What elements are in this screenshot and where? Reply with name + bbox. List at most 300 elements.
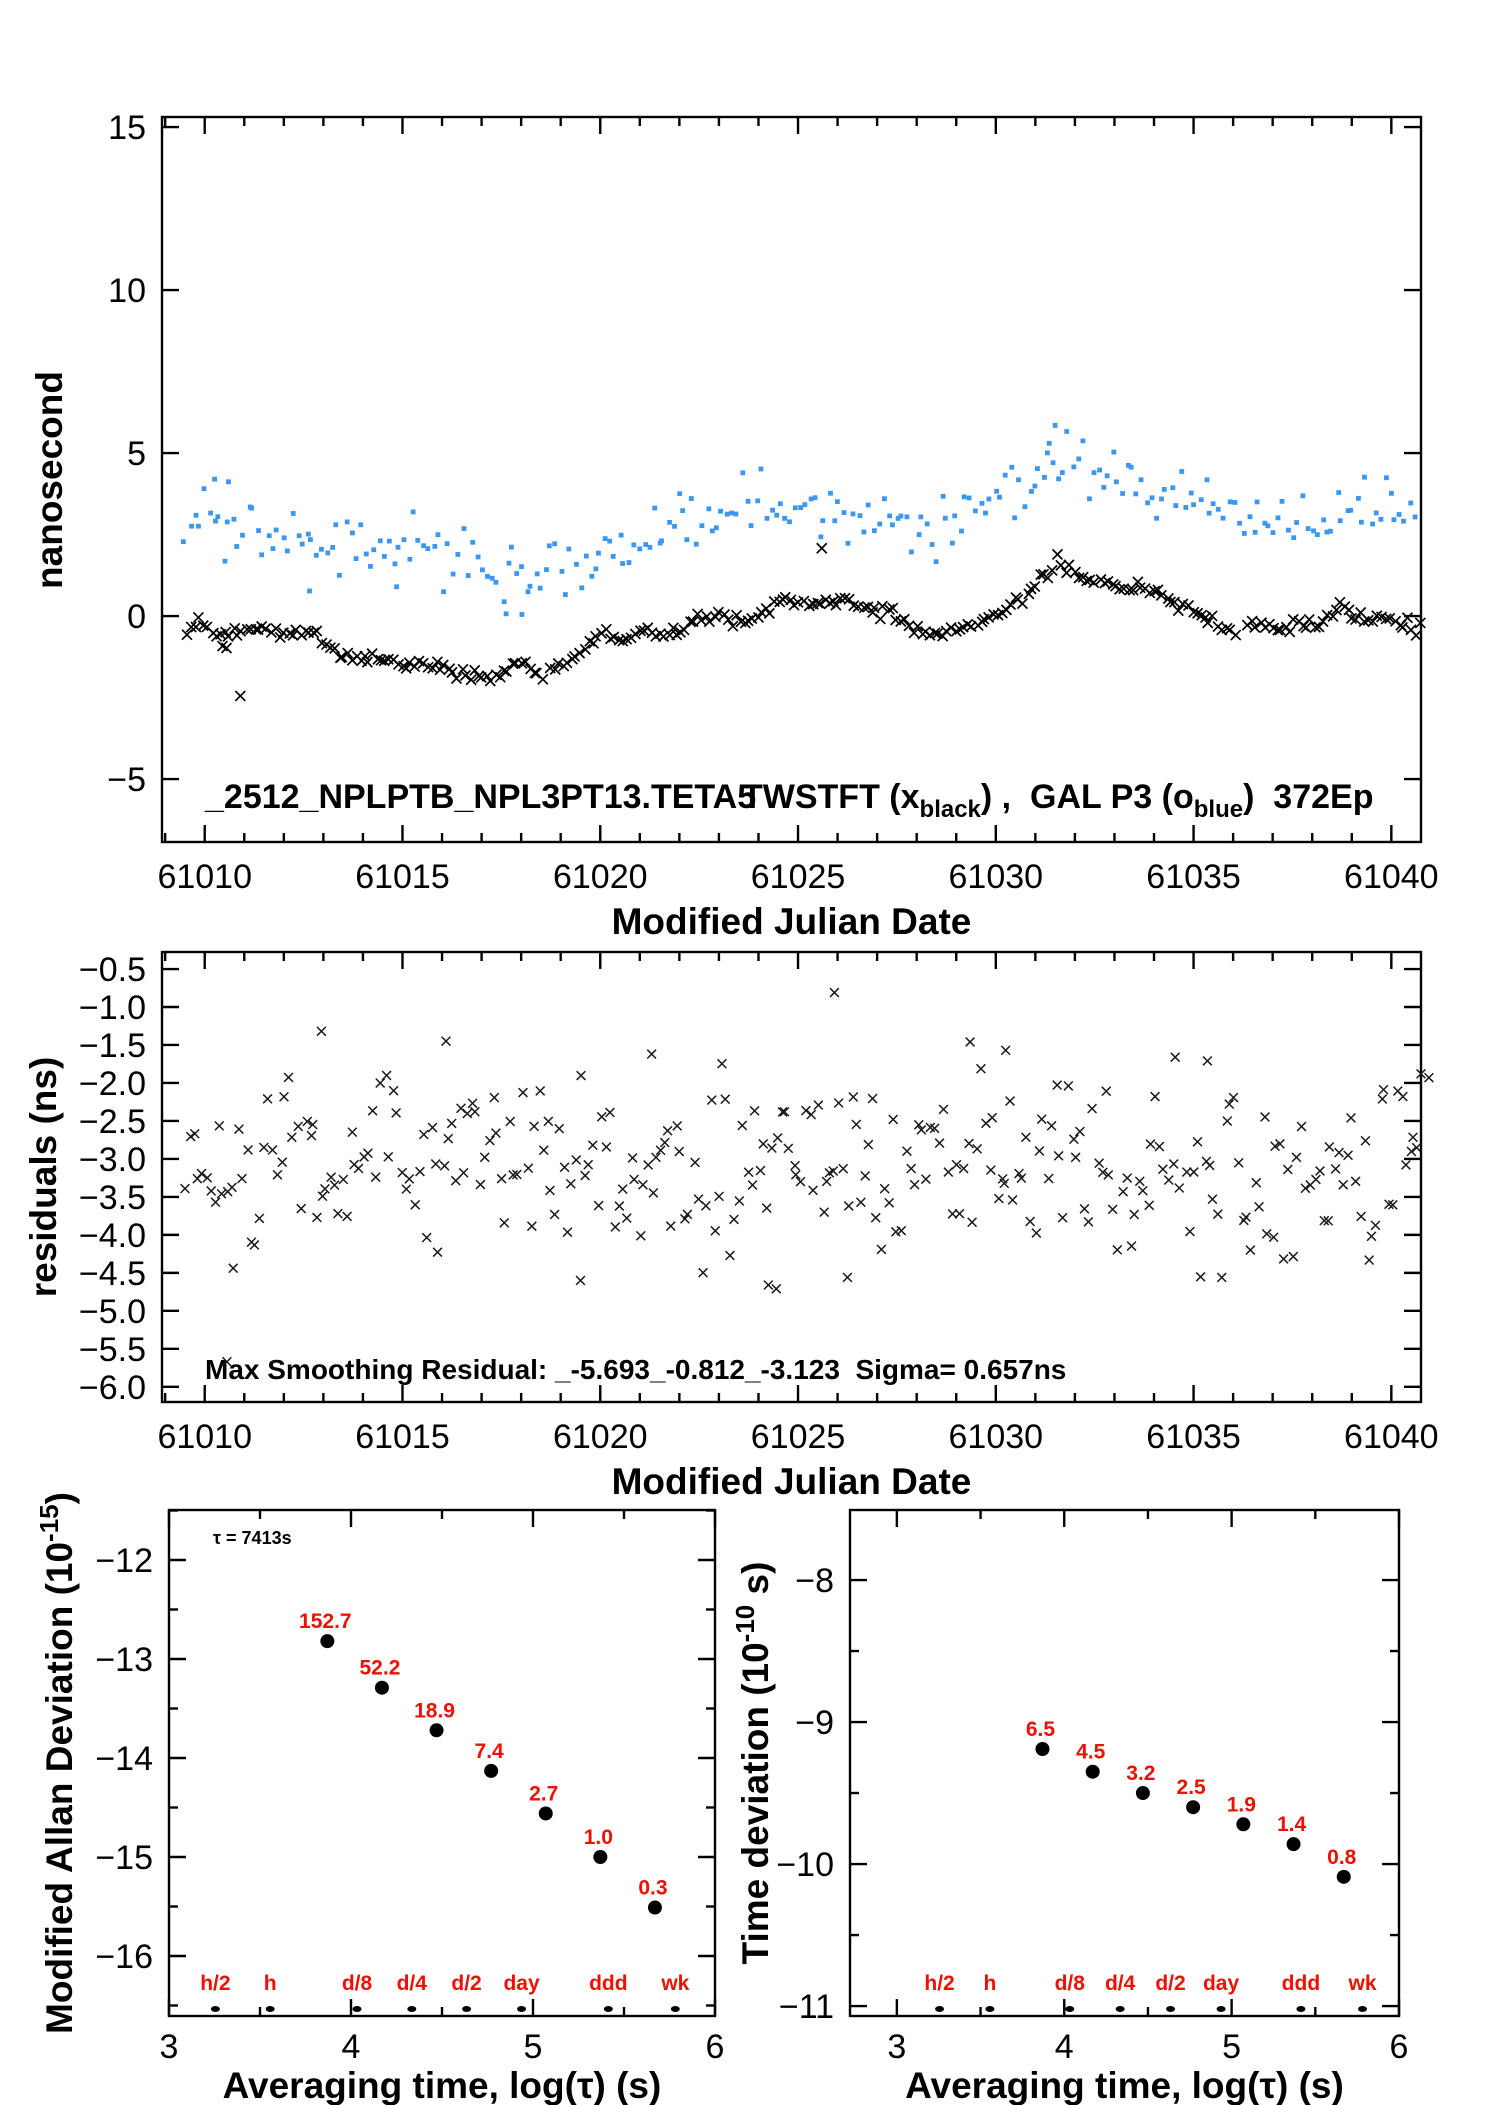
point-dot xyxy=(1105,473,1110,478)
point-dot xyxy=(1370,522,1375,527)
madev-point-label: 7.4 xyxy=(474,1739,504,1763)
madev-ytick-label: −13 xyxy=(95,1640,153,1679)
point-x xyxy=(428,1123,437,1132)
series-gal-p3 xyxy=(181,423,1418,617)
point-dot xyxy=(358,522,363,527)
point-dot xyxy=(538,586,543,591)
point-x xyxy=(250,1241,259,1250)
point-dot xyxy=(659,538,664,543)
time-transfer-xtick-label: 61025 xyxy=(750,858,846,896)
point-x xyxy=(1208,1195,1217,1204)
point-x xyxy=(941,626,951,636)
point-x xyxy=(307,1131,316,1140)
point-dot xyxy=(983,511,988,516)
point-x xyxy=(1357,1212,1366,1221)
point-x xyxy=(1367,1232,1376,1241)
point-dot xyxy=(925,521,930,526)
point-dot xyxy=(1294,520,1299,525)
tdev-xlabel: Averaging time, log(τ) (s) xyxy=(905,2065,1344,2105)
point-dot xyxy=(1233,500,1238,505)
point-x xyxy=(312,626,322,636)
madev-ytick-label: −12 xyxy=(95,1541,153,1580)
point-x xyxy=(663,1126,672,1135)
point-dot xyxy=(181,539,186,544)
tdev-tau-label: ddd xyxy=(1281,1972,1321,1995)
point-dot xyxy=(213,519,218,524)
point-dot xyxy=(593,566,598,571)
point-x xyxy=(1175,1184,1184,1193)
point-x xyxy=(1398,1092,1407,1101)
point-dot xyxy=(215,514,220,519)
tdev-xtick-label: 4 xyxy=(1054,2028,1074,2066)
point-x xyxy=(560,1163,569,1172)
point-x xyxy=(738,1121,747,1130)
point-x xyxy=(1130,1210,1139,1219)
point-x xyxy=(211,1198,220,1207)
point-x xyxy=(563,1228,572,1237)
point-dot xyxy=(297,533,302,538)
point-x xyxy=(868,1094,877,1103)
point-x xyxy=(411,1200,420,1209)
point-x xyxy=(519,1088,528,1097)
residuals-ytick-label: −1.5 xyxy=(78,1026,146,1065)
point-x xyxy=(517,658,527,668)
point-x xyxy=(683,1210,692,1219)
point-x xyxy=(451,1176,460,1185)
point-dot xyxy=(755,498,760,503)
point-dot xyxy=(967,496,972,501)
point-dot xyxy=(749,523,754,528)
madev-tau-marker xyxy=(517,2006,526,2012)
point-x xyxy=(1196,1272,1205,1281)
madev-tau-label: d/4 xyxy=(396,1972,427,1995)
point-x xyxy=(968,1218,977,1227)
point-x xyxy=(1052,549,1062,559)
point-x xyxy=(988,1113,997,1122)
point-dot xyxy=(202,486,207,491)
point-x xyxy=(1234,1158,1243,1167)
point-x xyxy=(1145,1201,1154,1210)
point-dot xyxy=(1154,516,1159,521)
point-dot xyxy=(694,542,699,547)
point-dot xyxy=(1032,484,1037,489)
point-x xyxy=(1171,1053,1180,1062)
tdev-point xyxy=(1186,1800,1200,1814)
point-x xyxy=(986,1166,995,1175)
point-dot xyxy=(1384,475,1389,480)
point-x xyxy=(1155,1142,1164,1151)
point-x xyxy=(1203,1057,1212,1066)
point-x xyxy=(880,1184,889,1193)
point-dot xyxy=(759,467,764,472)
point-dot xyxy=(574,562,579,567)
point-x xyxy=(606,634,616,644)
point-dot xyxy=(1286,528,1291,533)
point-dot xyxy=(240,533,245,538)
point-dot xyxy=(1092,470,1097,475)
point-x xyxy=(889,1115,898,1124)
point-dot xyxy=(778,501,783,506)
point-dot xyxy=(1159,497,1164,502)
madev-xtick-label: 3 xyxy=(159,2028,179,2066)
point-x xyxy=(744,1168,753,1177)
panel-madev xyxy=(34,1492,724,2105)
point-x xyxy=(1402,613,1412,623)
point-x xyxy=(317,1027,326,1036)
point-x xyxy=(1304,614,1314,624)
tdev-tau-marker xyxy=(1116,2006,1125,2012)
madev-tau-marker xyxy=(266,2006,275,2012)
point-dot xyxy=(973,508,978,513)
point-dot xyxy=(818,534,823,539)
point-x xyxy=(572,1156,581,1165)
point-x xyxy=(280,1092,289,1101)
point-dot xyxy=(1145,500,1150,505)
point-dot xyxy=(1237,521,1242,526)
point-dot xyxy=(782,516,787,521)
point-dot xyxy=(1221,516,1226,521)
point-x xyxy=(550,1210,559,1219)
point-x xyxy=(814,1101,823,1110)
point-x xyxy=(1246,1246,1255,1255)
point-dot xyxy=(890,522,895,527)
point-x xyxy=(899,614,909,624)
point-x xyxy=(506,1117,515,1126)
tdev-point-label: 1.4 xyxy=(1276,1813,1307,1837)
residuals-xtick-label: 61015 xyxy=(355,1418,450,1456)
point-dot xyxy=(899,514,904,519)
time-transfer-ytick-label: 5 xyxy=(127,435,146,474)
point-dot xyxy=(1023,504,1028,509)
madev-point-label: 1.0 xyxy=(583,1826,613,1850)
residuals-ytick-label: −2.5 xyxy=(78,1102,146,1141)
tdev-tau-label: d/2 xyxy=(1155,1972,1186,1995)
residuals-xlabel: Modified Julian Date xyxy=(611,1461,972,1502)
madev-frame xyxy=(169,1510,715,2016)
tdev-point xyxy=(1035,1742,1049,1756)
point-x xyxy=(392,1109,401,1118)
point-x xyxy=(1058,1213,1067,1222)
point-dot xyxy=(1162,487,1167,492)
point-dot xyxy=(1408,501,1413,506)
point-x xyxy=(636,1231,645,1240)
point-x xyxy=(973,1144,982,1153)
point-dot xyxy=(544,567,549,572)
point-x xyxy=(1371,1221,1380,1230)
point-dot xyxy=(813,495,818,500)
point-dot xyxy=(307,589,312,594)
tdev-point xyxy=(1086,1765,1100,1779)
point-x xyxy=(1135,1177,1144,1186)
point-x xyxy=(575,648,585,658)
point-x xyxy=(1151,1092,1160,1101)
point-dot xyxy=(579,585,584,590)
residuals-xtick-label: 61040 xyxy=(1344,1418,1439,1456)
tdev-tau-label: h/2 xyxy=(924,1972,955,1995)
point-dot xyxy=(1374,511,1379,516)
point-x xyxy=(718,1059,727,1068)
point-dot xyxy=(441,589,446,594)
point-x xyxy=(1032,1229,1041,1238)
point-dot xyxy=(1321,517,1326,522)
time-transfer-xtick-label: 61040 xyxy=(1344,858,1439,896)
point-dot xyxy=(909,549,914,554)
point-x xyxy=(1193,1137,1202,1146)
point-dot xyxy=(832,518,837,523)
point-x xyxy=(471,1107,480,1116)
point-dot xyxy=(552,541,557,546)
point-x xyxy=(1158,1165,1167,1174)
point-dot xyxy=(774,513,779,518)
residuals-max-smoothing-residual: Max Smoothing Residual: _-5.693_-0.812_-3.123 Sigma= 0.657ns xyxy=(205,1354,1067,1385)
point-dot xyxy=(729,511,734,516)
point-x xyxy=(555,1124,564,1133)
point-x xyxy=(284,1073,293,1082)
time-transfer-xtick-label: 61020 xyxy=(552,858,648,896)
point-x xyxy=(1279,1255,1288,1264)
point-dot xyxy=(345,519,350,524)
point-x xyxy=(1070,1135,1079,1144)
point-dot xyxy=(189,524,194,529)
point-dot xyxy=(1389,491,1394,496)
time-transfer-xtick-label: 61030 xyxy=(948,858,1044,896)
point-x xyxy=(497,1174,506,1183)
point-dot xyxy=(232,517,237,522)
point-dot xyxy=(584,554,589,559)
point-dot xyxy=(212,477,217,482)
tdev-tau-marker xyxy=(1217,2006,1226,2012)
point-x xyxy=(419,1130,428,1139)
panel-tdev xyxy=(730,1510,1408,2105)
madev-tau-label: d/8 xyxy=(341,1972,373,1995)
point-x xyxy=(1292,1153,1301,1162)
madev-point xyxy=(593,1850,607,1864)
point-x xyxy=(1064,1082,1073,1091)
point-x xyxy=(666,1222,675,1231)
point-x xyxy=(444,1134,453,1143)
madev-point xyxy=(320,1634,334,1648)
point-x xyxy=(1213,1210,1222,1219)
point-x xyxy=(1301,1184,1310,1193)
point-x xyxy=(1008,1196,1017,1205)
point-x xyxy=(639,1180,648,1189)
tdev-tau-label: wk xyxy=(1348,1972,1377,1995)
point-x xyxy=(691,1158,700,1167)
point-dot xyxy=(291,511,296,516)
point-x xyxy=(1335,1148,1344,1157)
point-x xyxy=(221,643,231,653)
point-dot xyxy=(415,538,420,543)
time-transfer-xtick-label: 61015 xyxy=(355,858,450,896)
point-dot xyxy=(802,502,807,507)
point-dot xyxy=(1306,526,1311,531)
point-x xyxy=(530,1122,539,1131)
point-x xyxy=(190,1129,199,1138)
tdev-tau-marker xyxy=(935,2006,944,2012)
residuals-ytick-label: −6.0 xyxy=(78,1368,146,1407)
point-dot xyxy=(1199,497,1204,502)
point-x xyxy=(463,1109,472,1118)
point-dot xyxy=(1338,518,1343,523)
point-x xyxy=(977,1064,986,1073)
point-dot xyxy=(1081,438,1086,443)
point-dot xyxy=(877,522,882,527)
point-x xyxy=(486,1136,495,1145)
point-x xyxy=(1044,1174,1053,1183)
point-dot xyxy=(1060,470,1065,475)
point-dot xyxy=(706,506,711,511)
point-x xyxy=(897,1226,906,1235)
point-x xyxy=(822,1177,831,1186)
point-x xyxy=(1285,627,1295,637)
point-x xyxy=(622,1214,631,1223)
point-dot xyxy=(1242,531,1247,536)
point-dot xyxy=(746,499,751,504)
point-x xyxy=(802,1106,811,1115)
point-dot xyxy=(1276,515,1281,520)
point-x xyxy=(1344,605,1354,615)
point-x xyxy=(337,652,347,662)
point-dot xyxy=(1087,496,1092,501)
point-x xyxy=(966,1038,975,1047)
madev-tau-annotation: τ = 7413s xyxy=(213,1528,292,1548)
point-x xyxy=(287,1133,296,1142)
point-dot xyxy=(1183,505,1188,510)
point-x xyxy=(348,1128,357,1137)
point-dot xyxy=(504,611,509,616)
point-x xyxy=(451,673,461,683)
point-x xyxy=(263,1094,272,1103)
point-dot xyxy=(1056,476,1061,481)
time-transfer-dataset-id: _2512_NPLPTB_NPL3PT13.TETA5 xyxy=(205,778,757,816)
point-dot xyxy=(271,546,276,551)
point-x xyxy=(215,1121,224,1130)
point-dot xyxy=(866,503,871,508)
point-dot xyxy=(396,545,401,550)
residuals-xtick-label: 61010 xyxy=(157,1418,252,1456)
point-dot xyxy=(734,512,739,517)
point-x xyxy=(566,1179,575,1188)
madev-xlabel: Averaging time, log(τ) (s) xyxy=(222,2065,662,2105)
point-dot xyxy=(1101,485,1106,490)
point-dot xyxy=(1191,502,1196,507)
point-dot xyxy=(226,479,231,484)
point-x xyxy=(562,658,572,668)
point-dot xyxy=(846,541,851,546)
point-dot xyxy=(648,545,653,550)
point-x xyxy=(1205,1161,1214,1170)
point-x xyxy=(584,1160,593,1169)
point-x xyxy=(235,691,245,701)
tdev-tau-marker xyxy=(1296,2006,1305,2012)
madev-point-label: 152.7 xyxy=(299,1610,352,1634)
point-dot xyxy=(603,536,608,541)
point-dot xyxy=(1035,466,1040,471)
residuals-ytick-label: −5.0 xyxy=(78,1292,146,1331)
madev-tau-label: d/2 xyxy=(451,1972,482,1995)
point-x xyxy=(1102,1087,1111,1096)
point-dot xyxy=(1379,517,1384,522)
point-dot xyxy=(387,539,392,544)
time-transfer-ytick-label: −5 xyxy=(107,761,146,800)
residuals-ytick-label: −4.5 xyxy=(78,1254,146,1293)
madev-ytick-label: −14 xyxy=(95,1740,153,1779)
point-x xyxy=(839,1164,848,1173)
point-x xyxy=(673,1122,682,1131)
point-dot xyxy=(1173,503,1178,508)
point-x xyxy=(1331,1165,1340,1174)
point-x xyxy=(384,1152,393,1161)
point-dot xyxy=(393,561,398,566)
point-x xyxy=(817,543,827,553)
point-x xyxy=(1095,1159,1104,1168)
madev-ytick-label: −15 xyxy=(95,1839,153,1878)
time-transfer-frame xyxy=(162,117,1421,842)
point-x xyxy=(1047,1121,1056,1130)
point-dot xyxy=(1207,511,1212,516)
madev-point-label: 18.9 xyxy=(414,1699,455,1723)
point-dot xyxy=(1228,499,1233,504)
point-x xyxy=(1006,1097,1015,1106)
point-x xyxy=(843,1273,852,1282)
point-dot xyxy=(378,538,383,543)
point-dot xyxy=(862,530,867,535)
residuals-ytick-label: −3.0 xyxy=(78,1140,146,1179)
point-dot xyxy=(368,564,373,569)
tdev-point xyxy=(1136,1786,1150,1800)
point-dot xyxy=(259,552,264,557)
point-dot xyxy=(330,545,335,550)
point-dot xyxy=(267,533,272,538)
point-x xyxy=(1318,616,1328,626)
tdev-xtick-label: 5 xyxy=(1222,2028,1242,2066)
point-dot xyxy=(485,574,490,579)
point-x xyxy=(921,1175,930,1184)
point-x xyxy=(615,1202,624,1211)
point-x xyxy=(1412,1143,1421,1152)
point-x xyxy=(1071,1153,1080,1162)
point-x xyxy=(1088,1104,1097,1113)
tdev-ylabel: Time deviation ($10^{-10}$ s) xyxy=(730,1561,776,1965)
madev-xtick-label: 6 xyxy=(705,2028,725,2066)
point-dot xyxy=(1359,520,1364,525)
point-x xyxy=(294,1122,303,1131)
point-dot xyxy=(918,515,923,520)
point-dot xyxy=(1401,519,1406,524)
point-dot xyxy=(1129,465,1134,470)
point-dot xyxy=(1009,465,1014,470)
point-x xyxy=(711,1226,720,1235)
point-dot xyxy=(714,525,719,530)
point-dot xyxy=(285,549,290,554)
point-dot xyxy=(256,528,261,533)
tdev-point-label: 3.2 xyxy=(1126,1762,1156,1786)
point-x xyxy=(577,1071,586,1080)
point-x xyxy=(1001,605,1011,615)
point-x xyxy=(944,1168,953,1177)
point-x xyxy=(804,601,814,611)
point-x xyxy=(1026,1217,1035,1226)
point-x xyxy=(228,1183,237,1192)
point-dot xyxy=(509,545,514,550)
point-dot xyxy=(1391,517,1396,522)
point-dot xyxy=(282,535,287,540)
panel-time-transfer xyxy=(29,109,1439,942)
point-x xyxy=(1001,1046,1010,1055)
point-dot xyxy=(455,552,460,557)
point-dot xyxy=(1265,523,1270,528)
point-x xyxy=(750,1106,759,1115)
